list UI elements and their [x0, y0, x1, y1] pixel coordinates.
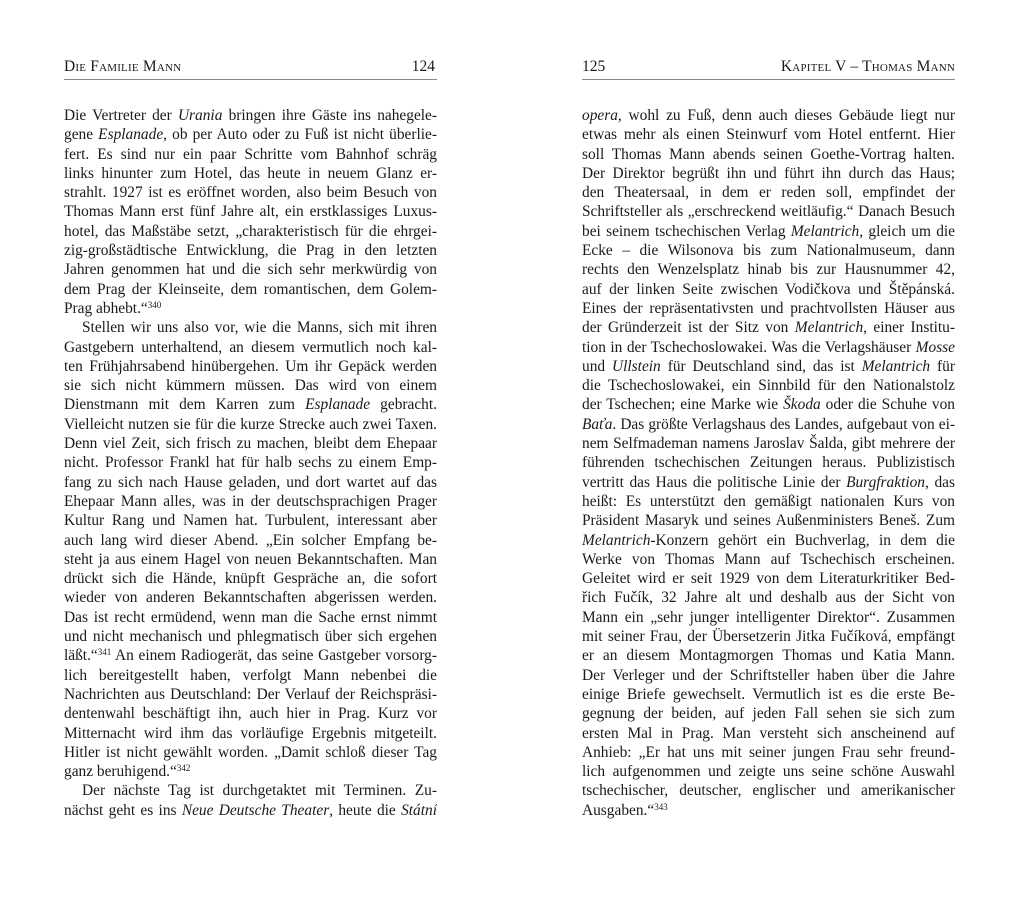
text-line: heißt: Es unterstützt den gemäßigt nationalen Kurs von: [582, 492, 955, 510]
text-line: Der Direktor begrüßt ihn und führt ihn durch das Haus;: [582, 164, 955, 182]
page-number-left: 124: [411, 58, 435, 75]
text-line: dem Prag der Kleinseite, dem romantischen, dem Golem-: [64, 280, 437, 298]
text-line: Werke von Thomas Mann auf Tschechisch erscheinen.: [582, 550, 955, 568]
text-line: strahlt. 1927 ist es eröffnet worden, also beim Besuch von: [64, 184, 437, 202]
body-text-right: [582, 106, 955, 820]
text-line: nicht. Professor Frankl hat für halb sechs zu einem Emp-: [64, 454, 437, 472]
text-line: řich Fučík, 32 Jahre alt und deshalb aus der Sicht von: [582, 589, 955, 607]
text-line: der Tschechen; eine Marke wie Škoda oder die Schuhe von: [582, 396, 955, 414]
text-line: ganz beruhigend.“$^{342}$: [64, 763, 191, 781]
text-line: links hinunter zum Hotel, das heute in neuem Glanz er-: [64, 164, 437, 182]
text-line: bei seinem tschechischen Verlag Melantrich, gleich um die: [582, 222, 955, 240]
text-line: drückt sich die Hände, knüpft Gespräche an, die sofort: [64, 570, 437, 588]
text-line: Melantrich-Konzern gehört ein Buchverlag, in dem die: [582, 531, 955, 549]
text-line: auf der linken Seite zwischen Vodičkova und Štěpánská.: [582, 280, 955, 298]
text-line: Präsident Masaryk und seines Außenministers Beneš. Zum: [582, 512, 955, 530]
text-line: tion in der Tschechoslowakei. Was die Verlagshäuser Mosse: [582, 338, 955, 356]
text-line: lich aufgenommen und zeigte uns seine schöne Auswahl: [582, 763, 955, 781]
text-line: ten Frühjahrsabend hinübergehen. Um ihr Gepäck werden: [64, 357, 437, 375]
text-line: Gastgebern unterhaltend, an diesem vermutlich noch kal-: [64, 338, 437, 356]
running-title-right: Kapitel V – Thomas Mann: [780, 58, 955, 75]
text-line: wieder von anderen Bekanntschaften abgerissen werden.: [64, 589, 437, 607]
text-line: Nachrichten aus Deutschland: Der Verlauf der Reichspräsi-: [64, 685, 437, 703]
text-line: einige Briefe gewechselt. Vermutlich ist es die erste Be-: [582, 685, 955, 703]
text-line: steht ja aus einem Hagel von neuen Bekanntschaften. Man: [64, 550, 437, 568]
text-line: Hitler ist nicht gewählt worden. „Damit schloß dieser Tag: [64, 743, 437, 761]
text-line: Das ist recht ermüdend, wenn man die Sache ernst nimmt: [64, 608, 437, 626]
text-line: der Gründerzeit ist der Sitz von Melantrich, einer Institu-: [582, 319, 955, 337]
body-text-left: [64, 106, 437, 820]
text-line: etwas mehr als einen Steinwurf vom Hotel entfernt. Hier: [582, 126, 955, 144]
text-line: Die Vertreter der Urania bringen ihre Gäste ins nahegele-: [64, 107, 437, 124]
text-line: fert. Es sind nur ein paar Schritte vom Bahnhof schräg: [64, 145, 437, 163]
text-line: Schriftsteller als „erschreckend weitläufig.“ Danach Besuch: [582, 203, 955, 221]
text-line: soll Thomas Mann abends seinen Goethe-Vortrag halten.: [582, 145, 955, 163]
text-line: führenden tschechischen Zeitungen heraus. Publizistisch: [582, 454, 955, 472]
text-line: läßt.“$^{341}$ An einem Radiogerät, das seine Gastgeber vorsorg-: [64, 647, 437, 665]
text-line: Stellen wir uns also vor, wie die Manns, sich mit ihren: [82, 319, 437, 337]
text-line: und Ullstein für Deutschland sind, das ist Melantrich für: [582, 357, 955, 375]
running-header-right: [582, 57, 955, 80]
text-line: rechts den Wenzelsplatz hinab bis zur Hausnummer 42,: [582, 261, 955, 279]
text-line: Mann ein „sehr junger intelligenter Direktor“. Zusammen: [582, 608, 955, 626]
text-line: lich bereitgestellt haben, verfolgt Mann nebenbei die: [64, 666, 437, 684]
text-line: sie sich nicht kümmern müssen. Das wird von einem: [64, 377, 437, 395]
text-line: Geleitet wird er seit 1929 von dem Literaturkritiker Bed-: [582, 570, 955, 588]
text-line: opera, wohl zu Fuß, denn auch dieses Gebäude liegt nur: [582, 107, 955, 124]
text-line: Ausgaben.“$^{343}$: [582, 801, 668, 819]
text-line: Thomas Mann erst fünf Jahre alt, ein erstklassiges Luxus-: [64, 203, 437, 221]
text-line: Eines der repräsentativsten und prachtvollsten Häuser aus: [582, 299, 955, 317]
text-line: tschechischer, deutscher, englischer und amerikanischer: [582, 782, 955, 800]
running-header-left: [64, 57, 437, 80]
text-line: Dienstmann mit dem Karren zum Esplanade gebracht.: [64, 396, 437, 414]
text-line: nächst geht es ins Neue Deutsche Theater, heute die Státní: [64, 801, 437, 819]
text-line: ersten Mal in Prag. Man versteht sich anscheinend auf: [582, 724, 955, 742]
text-line: fang zu sich nach Hause geladen, und dort wartet auf das: [64, 473, 437, 491]
text-line: Kultur Rang und Namen hat. Turbulent, interessant aber: [64, 512, 437, 530]
text-line: Prag abhebt.“$^{340}$: [64, 299, 162, 317]
text-line: vertritt das Haus die politische Linie der Burgfraktion, das: [582, 473, 955, 491]
text-line: gene Esplanade, ob per Auto oder zu Fuß ist nicht überlie-: [64, 126, 437, 144]
text-line: Baťa. Das größte Verlagshaus des Landes, aufgebaut von ei-: [582, 415, 955, 433]
page-number-right: 125: [582, 58, 606, 75]
running-title-left: Die Familie Mann: [64, 58, 182, 75]
text-line: Vielleicht nutzen sie für die kurze Strecke auch zwei Taxen.: [64, 415, 437, 433]
text-line: auch lang wird dieser Abend. „Ein solcher Empfang be-: [64, 531, 437, 549]
text-line: mit seiner Frau, der Übersetzerin Jitka Fučíková, empfängt: [582, 628, 955, 646]
text-line: Mitternacht wird ihm das vorläufige Ergebnis mitgeteilt.: [64, 724, 437, 742]
text-line: dentenwahl beschäftigt ihn, auch hier in Prag. Kurz vor: [64, 705, 437, 723]
text-line: nem Selfmademan namens Jaroslav Šalda, gibt mehrere der: [582, 435, 955, 453]
text-line: Anhieb: „Er hat uns mit seiner jungen Frau sehr freund-: [582, 743, 955, 761]
text-line: die Tschechoslowakei, ein Sinnbild für den Nationalstolz: [582, 377, 955, 395]
text-line: Ehepaar Mann alles, was in der deutschsprachigen Prager: [64, 492, 437, 510]
text-line: Denn viel Zeit, sich frisch zu machen, bleibt dem Ehepaar: [64, 435, 437, 453]
text-line: zig-großstädtische Entwicklung, die Prag in den letzten: [64, 242, 437, 260]
text-line: den Theatersaal, in dem er reden soll, empfindet der: [582, 184, 955, 202]
text-line: Der Verleger und der Schriftsteller haben über die Jahre: [582, 666, 955, 684]
text-line: Der nächste Tag ist durchgetaktet mit Terminen. Zu-: [82, 782, 437, 800]
text-line: er an diesem Montagmorgen Thomas und Katia Mann.: [582, 647, 955, 665]
text-line: und nicht mechanisch und phlegmatisch über sich ergehen: [64, 628, 437, 646]
text-line: hotel, das Maßstäbe setzt, „charakteristisch für die ehrgei-: [64, 222, 437, 240]
text-line: gegnung der beiden, auf jeden Fall sehen sie sich zum: [582, 705, 955, 723]
text-line: Jahren genommen hat und die sich sehr merkwürdig von: [64, 261, 437, 279]
text-line: Ecke – die Wilsonova bis zum Nationalmuseum, dann: [582, 242, 955, 260]
